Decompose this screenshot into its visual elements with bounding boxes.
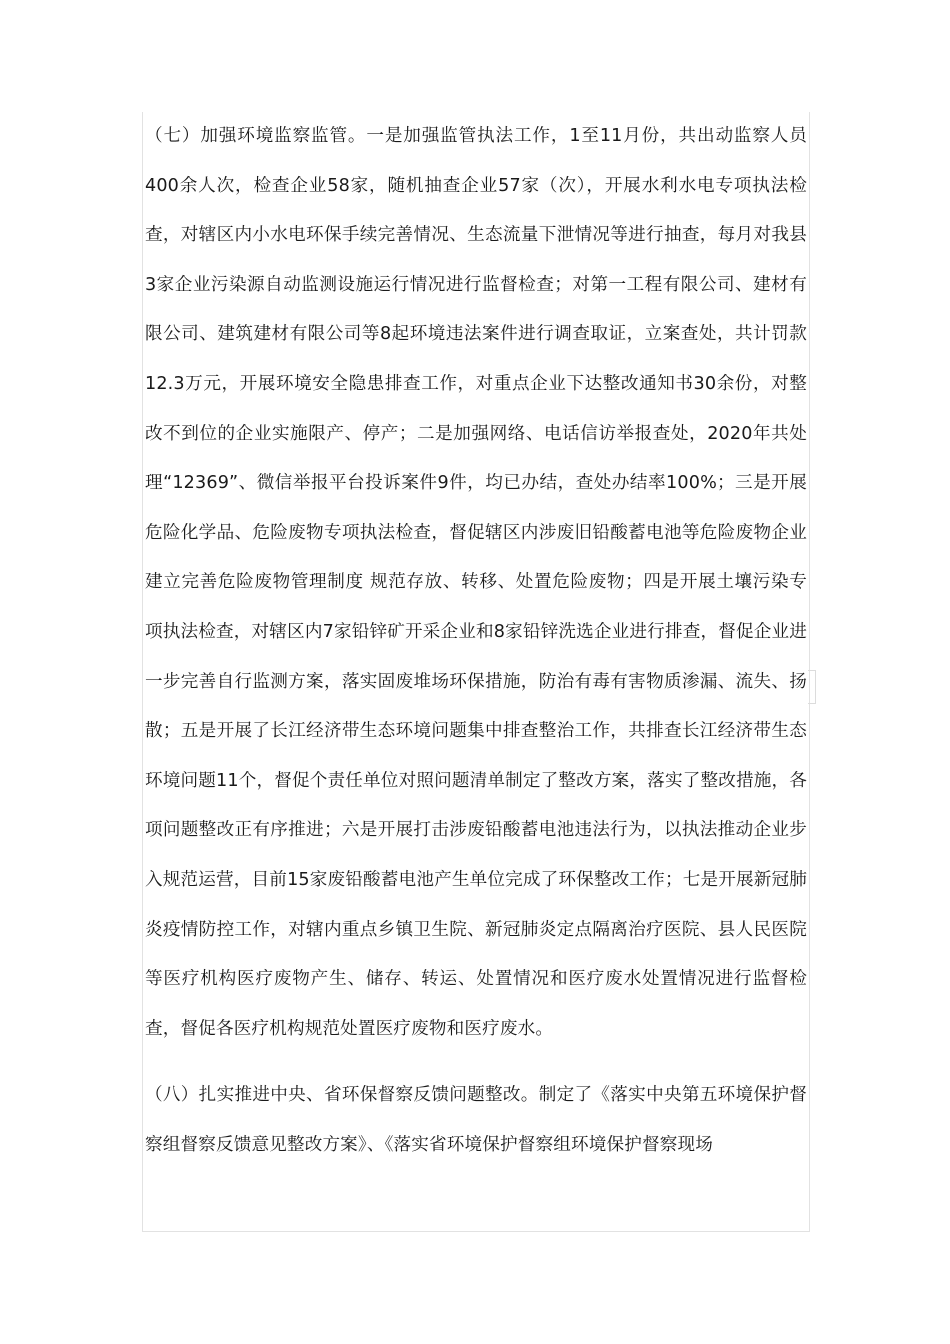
document-body [145, 112, 807, 1170]
paragraph-seven: （七）加强环境监察监管。一是加强监管执法工作，1至11月份，共出动监察人员400余人次，检查企业58家，随机抽查企业57家（次），开展水利水电专项执法检查，对辖区内小水电环保手续完善情况、生态流量下泄情况等进行抽查，每月对我县3家企业污染源自动监测设施运行情况进行监督检查；对第一工程有限公司、建材有限公司、建筑建材有限公司等8起环境违法案件进行调查取证，立案查处，共计罚款12.3万元，开展环境安全隐患排查工作，对重点企业下达整改通知书30余份，对整改不到位的企业实施限产、停产；二是加强网络、电话信访举报查处，2020年共处理“12369”、微信举报平台投诉案件9件，均已办结，查处办结率100%；三是开展危险化学品、危险废物专项执法检查，督促辖区内涉废旧铅酸蓄电池等危险废物企业建立完善危险废物管理制度 规范存放、转移、处置危险废物；四是开展土壤污染专项执法检查，对辖区内7家铅锌矿开采企业和8家铅锌洗选企业进行排查，督促企业进一步完善自行监测方案，落实固废堆场环保措施，防治有毒有害物质渗漏、流失、扬散；五是开展了长江经济带生态环境问题集中排查整治工作，共排查长江经济带生态环境问题11个，督促个责任单位对照问题清单制定了整改方案，落实了整改措施，各项问题整改正有序推进；六是开展打击涉废铅酸蓄电池违法行为，以执法推动企业步入规范运营，目前15家废铅酸蓄电池产生单位完成了环保整改工作；七是开展新冠肺炎疫情防控工作，对辖内重点乡镇卫生院、新冠肺炎定点隔离治疗医院、县人民医院等医疗机构医疗废物产生、储存、转运、处置情况和医疗废水处置情况进行监督检查，督促各医疗机构规范处置医疗废物和医疗废水。 [145, 126, 807, 1039]
paragraph-eight: （八）扎实推进中央、省环保督察反馈问题整改。制定了《落实中央第五环境保护督察组督察反馈意见整改方案》、《落实省环境保护督察组环境保护督察现场 [145, 1085, 807, 1155]
page-edge-marker [808, 670, 816, 704]
